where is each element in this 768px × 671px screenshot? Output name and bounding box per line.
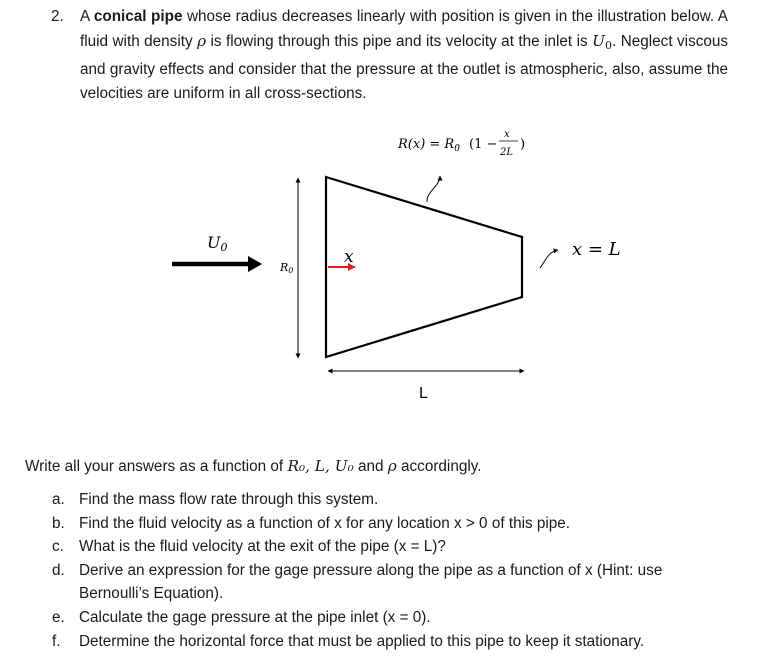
- outlet-pointer: [540, 250, 558, 268]
- rho-symbol: ρ: [197, 32, 207, 50]
- problem-intro: A: [80, 8, 90, 25]
- inlet-velocity-label: U0: [207, 233, 228, 254]
- bold-term: conical pipe: [93, 8, 183, 25]
- question-b: b. Find the fluid velocity as a function of x for any location x > 0 of this pipe.: [52, 514, 571, 532]
- question-a: a. Find the mass flow rate through this system.: [52, 491, 379, 508]
- conical-pipe-diagram: [0, 100, 768, 420]
- instructions-rho: ρ: [387, 457, 397, 475]
- answer-variables: R₀, L, U₀: [287, 457, 354, 475]
- problem-text-1: whose radius decreases linearly with position is given in the illustration below. A fluid with density: [80, 8, 728, 50]
- x-label: x: [344, 247, 354, 267]
- formula-paren-close: ): [520, 137, 526, 152]
- question-list: [52, 488, 734, 653]
- pipe-outline: [326, 177, 522, 357]
- question-e: e. Calculate the gage pressure at the pipe inlet (x = 0).: [52, 608, 431, 626]
- problem-text: [80, 5, 728, 106]
- formula-paren-open: (1 −: [469, 137, 498, 152]
- inlet-velocity-symbol: $U_0$: [592, 32, 613, 52]
- problem-text-2: is flowing through this pipe and its velocity at the inlet is: [210, 33, 588, 50]
- radius-formula: $R(x) = R_0$: [398, 137, 460, 154]
- formula-numerator: x: [504, 129, 510, 140]
- problem-number: 2.: [51, 8, 64, 25]
- formula-denominator: 2L: [500, 147, 514, 158]
- question-f: f. Determine the horizontal force that must be applied to this pipe to keep it stationary.: [52, 632, 645, 650]
- length-label: L: [419, 385, 428, 402]
- inlet-velocity-arrowhead: [248, 256, 262, 272]
- formula-pointer: [427, 176, 440, 202]
- inlet-radius-label: R0: [280, 261, 294, 275]
- question-c: c. What is the fluid velocity at the exit of the pipe (x = L)?: [52, 538, 446, 556]
- question-d: d. Derive an expression for the gage pressure along the pipe as a function of x (Hint: use Bernoulli’s Equation).: [52, 561, 663, 603]
- instructions: Write all your answers as a function of R₀, L, U₀ and ρ accordingly.: [25, 457, 482, 475]
- problem-text-3: . Neglect viscous and gravity effects and consider that the pressure at the outlet is atmospheric, also, assume the velocities are uniform in all cross-sections.: [80, 33, 729, 102]
- outlet-label: x = L: [572, 239, 621, 260]
